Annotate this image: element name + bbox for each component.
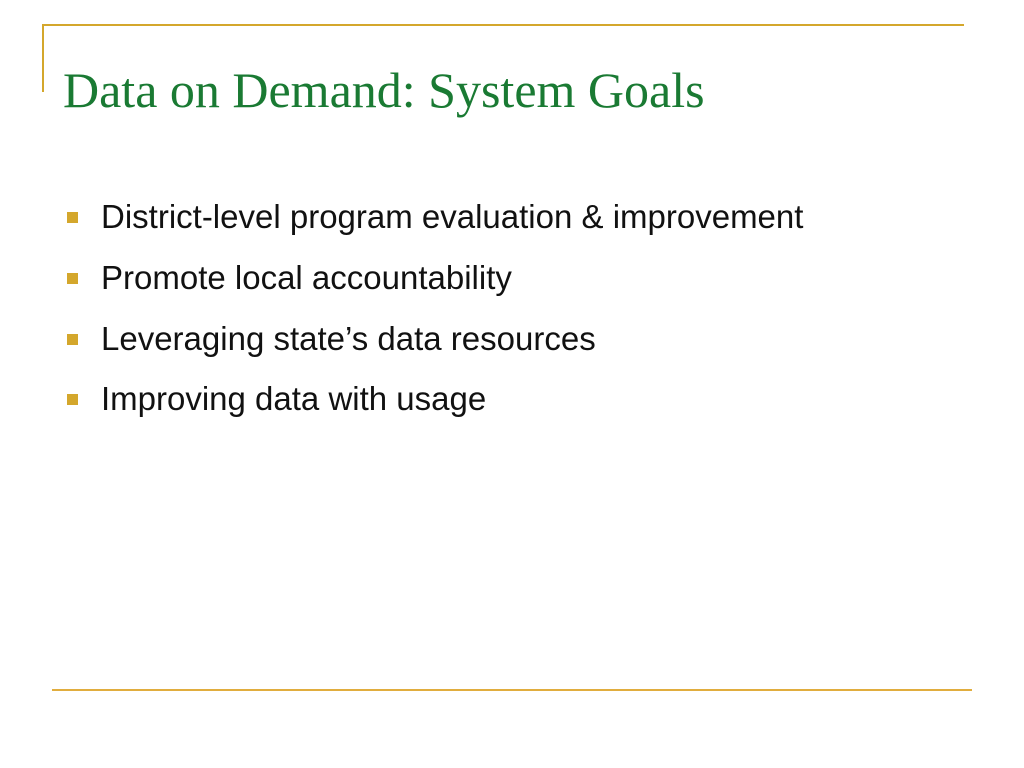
square-bullet-icon xyxy=(67,212,78,223)
bullet-text: Improving data with usage xyxy=(101,380,487,418)
slide-title: Data on Demand: System Goals xyxy=(63,62,705,118)
bullet-item xyxy=(63,313,823,366)
bullet-list xyxy=(63,191,823,434)
bullet-text: District-level program evaluation & improvement xyxy=(101,198,804,235)
bottom-divider xyxy=(52,689,972,691)
bullet-item xyxy=(63,252,823,305)
bullet-text: Promote local accountability xyxy=(101,258,512,296)
square-bullet-icon xyxy=(67,273,78,284)
bullet-item xyxy=(63,191,823,244)
square-bullet-icon xyxy=(67,334,78,345)
frame-top-rule xyxy=(42,24,964,26)
square-bullet-icon xyxy=(67,394,78,405)
bullet-item xyxy=(63,373,823,426)
frame-left-rule xyxy=(42,24,44,92)
bullet-text: Leveraging state’s data resources xyxy=(101,319,596,357)
